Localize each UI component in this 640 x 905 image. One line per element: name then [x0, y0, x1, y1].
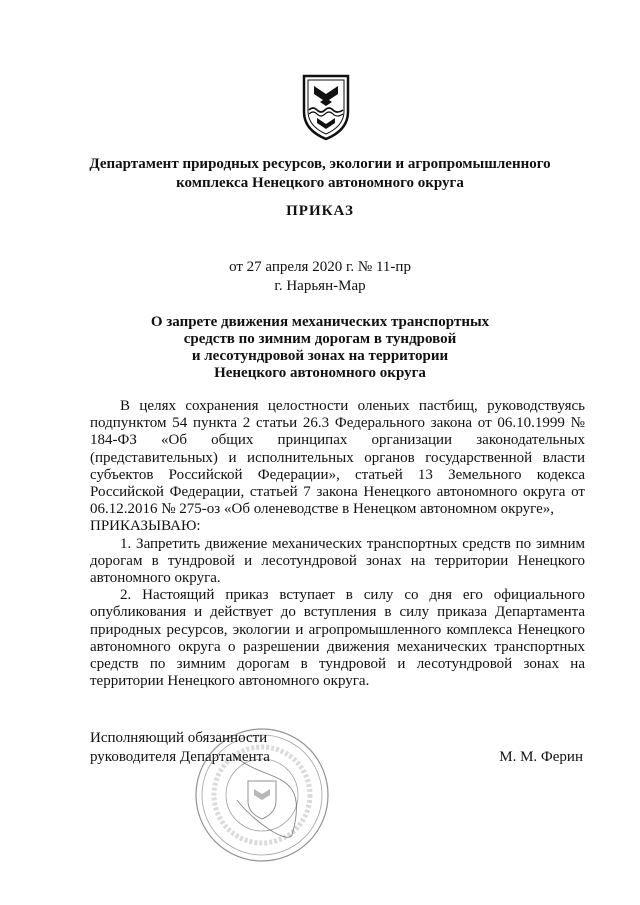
- organization-line: комплекса Ненецкого автономного округа: [176, 175, 464, 191]
- title-line: и лесотундровой зонах на территории: [191, 348, 449, 364]
- order-item-1: 1. Запретить движение механических транспортных средств по зимним дорогам в тундровой и лесотундровой зонах на территории Ненецкого автономного округа.: [90, 535, 585, 587]
- document-body: [90, 398, 585, 690]
- date-and-number-block: [60, 258, 580, 296]
- title-line: О запрете движения механических транспортных: [150, 314, 490, 330]
- date-number: от 27 апреля 2020 г. № 11-пр: [229, 259, 411, 275]
- order-item-2: 2. Настоящий приказ вступает в силу со дня его официального опубликования и действует до вступления в силу приказа Департамента природных ресурсов, экологии и агропромышленного комплекса Ненецкого автономного округа о разрешении движения механических транспортных средств по зимним дорогам в тундровой и лесотундровой зонах на территории Ненецкого автономного округа.: [90, 587, 585, 690]
- signer-position-line: руководителя Департамента: [90, 749, 270, 765]
- preamble-paragraph: В целях сохранения целостности оленьих пастбищ, руководствуясь подпунктом 54 пункта 2 статьи 26.3 Федерального закона от 06.10.1999 № 184-ФЗ «Об общих принципах организации законодательных (представительных) и исполнительных органов государственной власти субъектов Российской Федерации», статьей 13 Земельного кодекса Российской Федерации, статьей 7 закона Ненецкого автономного округа от 06.12.2016 № 275-оз «Об оленеводстве в Ненецком автономном округе»,: [90, 398, 585, 518]
- signer-position-line: Исполняющий обязанности: [90, 730, 268, 746]
- organization-line: Департамент природных ресурсов, экологии и агропромышленного: [89, 156, 551, 172]
- signer-position: [90, 729, 270, 767]
- organization-name: [60, 155, 580, 193]
- document-title: [100, 314, 540, 382]
- title-line: Ненецкого автономного округа: [214, 365, 426, 381]
- signer-name: М. М. Ферин: [499, 749, 583, 765]
- title-line: средств по зимним дорогам в тундровой: [183, 331, 457, 347]
- order-word: ПРИКАЗЫВАЮ:: [90, 518, 201, 535]
- document-type: ПРИКАЗ: [286, 203, 354, 219]
- city: г. Нарьян-Мар: [274, 278, 366, 294]
- coat-of-arms-icon: [300, 72, 352, 142]
